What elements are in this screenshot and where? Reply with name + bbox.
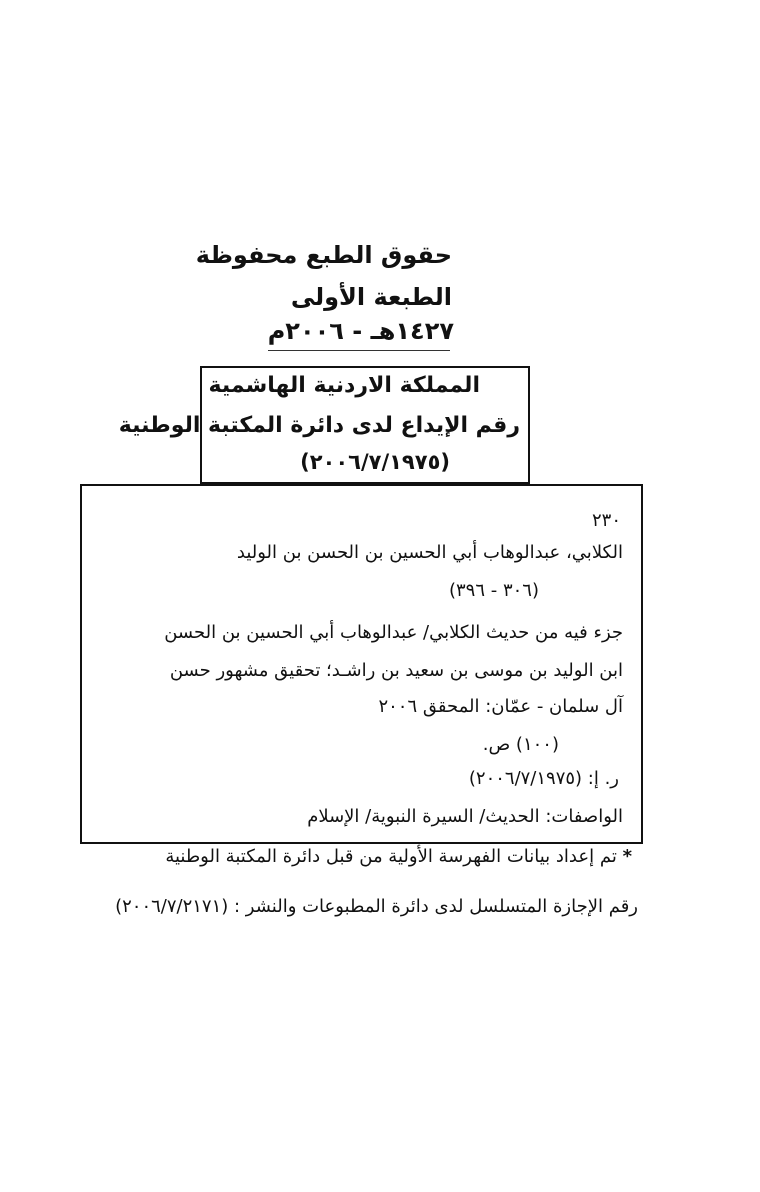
page-count: (١٠٠) ص. bbox=[482, 734, 559, 755]
cataloging-note bbox=[165, 844, 632, 870]
deposit-label: رقم الإيداع لدى دائرة المكتبة الوطنية bbox=[118, 413, 520, 438]
deposit-reference: ر. إ: (٢٠٠٦/٧/١٩٧٥) bbox=[468, 768, 619, 789]
author-dates: (٣٠٦ - ٣٩٦) bbox=[448, 580, 539, 601]
classification-number: ٢٣٠ bbox=[591, 510, 621, 531]
deposit-box bbox=[118, 366, 530, 484]
author-entry: الكلابي، عبدالوهاب أبي الحسين بن الحسن بن الوليد bbox=[236, 542, 623, 563]
catalog-record-box bbox=[80, 484, 643, 844]
deposit-number: (٢٠٠٦/٧/١٩٧٥) bbox=[300, 450, 450, 474]
cataloging-note-text: تم إعداد بيانات الفهرسة الأولية من قبل دائرة المكتبة الوطنية bbox=[165, 846, 617, 867]
asterisk-icon: * bbox=[622, 846, 632, 867]
edition-label: الطبعة الأولى bbox=[290, 283, 452, 311]
title-statement-line: ابن الوليد بن موسى بن سعيد بن راشـد؛ تحقيق مشهور حسن bbox=[169, 660, 623, 681]
license-number: رقم الإجازة المتسلسل لدى دائرة المطبوعات والنشر : (٢٠٠٦/٧/٢١٧١) bbox=[115, 896, 638, 917]
title-statement-line: جزء فيه من حديث الكلابي/ عبدالوهاب أبي الحسين بن الحسن bbox=[164, 622, 623, 643]
country-name: المملكة الاردنية الهاشمية bbox=[208, 373, 480, 398]
rights-reserved: حقوق الطبع محفوظة bbox=[195, 241, 452, 269]
subject-descriptors: الواصفات: الحديث/ السيرة النبوية/ الإسلام bbox=[307, 806, 623, 827]
publication-statement: آل سلمان - عمّان: المحقق ٢٠٠٦ bbox=[378, 696, 623, 717]
publication-date: ١٤٢٧هـ - ٢٠٠٦م bbox=[267, 317, 454, 345]
divider-line bbox=[268, 350, 450, 351]
